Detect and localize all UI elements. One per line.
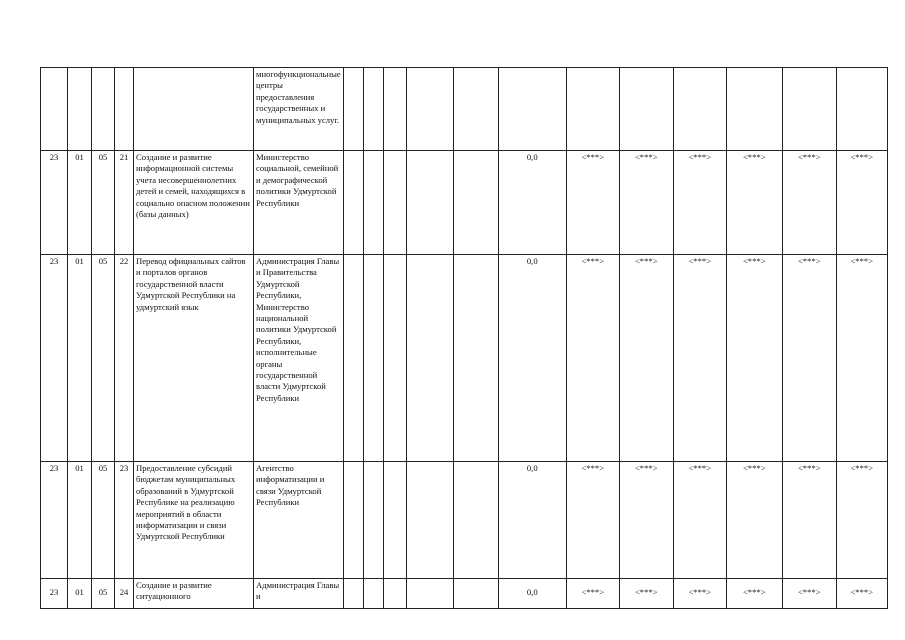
responsible-text: Министерство социальной, семейной и демографической политики Удмуртской Республики [256, 152, 339, 208]
code-cell: 05 [92, 462, 115, 579]
mark-cell: <***> [726, 462, 782, 579]
mark-cell: <***> [836, 255, 887, 462]
empty-cell [343, 579, 363, 609]
name-text: Перевод официальных сайтов и порталов органов государственной власти Удмуртской Республики на удмуртский язык [136, 256, 246, 312]
code-cell [115, 68, 134, 151]
mark-cell: <***> [619, 462, 673, 579]
mark-cell: <***> [673, 151, 726, 255]
empty-cell [343, 68, 363, 151]
empty-cell [343, 255, 363, 462]
name-text: Предоставление субсидий бюджетам муниципальных образований в Удмуртской Республике на реализацию мероприятий в области информатизации и связи Удмуртской Республики [136, 463, 236, 542]
mark-cell: <***> [782, 151, 836, 255]
value-cell: 0,0 [498, 151, 566, 255]
empty-cell [453, 255, 498, 462]
program-table [40, 67, 888, 609]
empty-cell [383, 68, 406, 151]
responsible-text: Администрация Главы и [256, 580, 340, 602]
responsible-text: Агентство информатизации и связи Удмуртской Республики [256, 463, 325, 508]
code-cell: 23 [41, 255, 68, 462]
name-text: Создание и развитие информационной системы учета несовершеннолетних детей и семей, находящихся в социально опасном положении (базы данных) [136, 152, 250, 220]
empty-cell [383, 255, 406, 462]
mark-cell: <***> [836, 462, 887, 579]
responsible-cell [254, 255, 344, 462]
empty-cell [406, 462, 453, 579]
mark-cell: <***> [782, 579, 836, 609]
name-cell [134, 462, 254, 579]
code-cell [92, 68, 115, 151]
empty-cell [453, 579, 498, 609]
mark-cell [673, 68, 726, 151]
mark-cell: <***> [619, 151, 673, 255]
responsible-cell [254, 151, 344, 255]
mark-cell: <***> [673, 255, 726, 462]
empty-cell [383, 579, 406, 609]
mark-cell: <***> [619, 255, 673, 462]
mark-cell: <***> [566, 462, 619, 579]
empty-cell [406, 151, 453, 255]
value-cell: 0,0 [498, 255, 566, 462]
empty-cell [363, 151, 383, 255]
table-row [41, 462, 888, 579]
name-text: Создание и развитие ситуационного [136, 580, 212, 602]
responsible-cell [254, 68, 344, 151]
mark-cell [836, 68, 887, 151]
value-cell: 0,0 [498, 579, 566, 609]
value-cell: 0,0 [498, 462, 566, 579]
responsible-text: многофункциональные центры предоставления государственных и муниципальных услуг. [256, 69, 341, 125]
code-cell: 05 [92, 579, 115, 609]
code-cell: 23 [41, 579, 68, 609]
table-row [41, 68, 888, 151]
empty-cell [453, 151, 498, 255]
mark-cell: <***> [566, 579, 619, 609]
mark-cell [782, 68, 836, 151]
code-cell: 05 [92, 255, 115, 462]
code-cell: 01 [68, 579, 92, 609]
code-cell: 22 [115, 255, 134, 462]
name-cell [134, 255, 254, 462]
code-cell: 01 [68, 151, 92, 255]
mark-cell: <***> [726, 151, 782, 255]
empty-cell [363, 68, 383, 151]
code-cell: 01 [68, 255, 92, 462]
empty-cell [453, 68, 498, 151]
mark-cell: <***> [836, 151, 887, 255]
empty-cell [363, 462, 383, 579]
mark-cell [566, 68, 619, 151]
name-cell [134, 68, 254, 151]
empty-cell [383, 462, 406, 579]
responsible-cell [254, 462, 344, 579]
mark-cell [726, 68, 782, 151]
empty-cell [343, 462, 363, 579]
responsible-cell [254, 579, 344, 609]
mark-cell: <***> [673, 462, 726, 579]
empty-cell [363, 255, 383, 462]
name-cell [134, 579, 254, 609]
code-cell: 01 [68, 462, 92, 579]
code-cell: 23 [115, 462, 134, 579]
empty-cell [406, 255, 453, 462]
responsible-text: Администрация Главы и Правительства Удмуртской Республики, Министерство национальной политики Удмуртской Республики, исполнительные органы государственной власти Удмуртской Республики [256, 256, 340, 403]
empty-cell [453, 462, 498, 579]
mark-cell: <***> [726, 255, 782, 462]
empty-cell [406, 68, 453, 151]
name-cell [134, 151, 254, 255]
mark-cell: <***> [619, 579, 673, 609]
code-cell: 05 [92, 151, 115, 255]
code-cell: 21 [115, 151, 134, 255]
code-cell: 24 [115, 579, 134, 609]
code-cell [68, 68, 92, 151]
mark-cell: <***> [673, 579, 726, 609]
mark-cell: <***> [836, 579, 887, 609]
mark-cell: <***> [566, 151, 619, 255]
mark-cell: <***> [782, 462, 836, 579]
table-row [41, 151, 888, 255]
empty-cell [406, 579, 453, 609]
mark-cell [619, 68, 673, 151]
mark-cell: <***> [566, 255, 619, 462]
table-row [41, 255, 888, 462]
empty-cell [363, 579, 383, 609]
code-cell: 23 [41, 151, 68, 255]
value-cell [498, 68, 566, 151]
mark-cell: <***> [782, 255, 836, 462]
empty-cell [383, 151, 406, 255]
code-cell: 23 [41, 462, 68, 579]
empty-cell [343, 151, 363, 255]
table-row [41, 579, 888, 609]
code-cell [41, 68, 68, 151]
mark-cell: <***> [726, 579, 782, 609]
